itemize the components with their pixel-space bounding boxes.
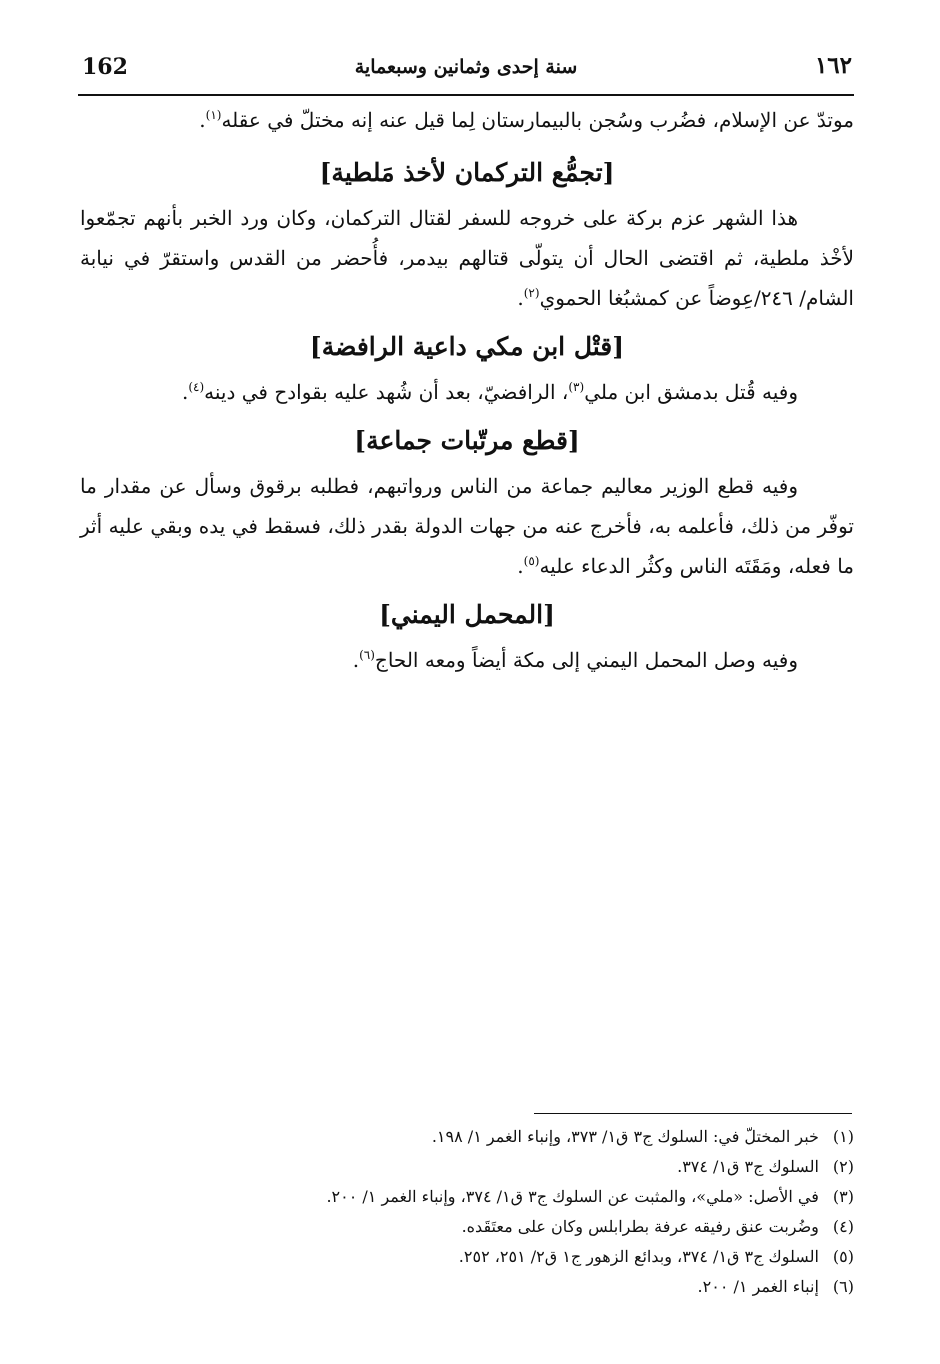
section-heading: [قتْل ابن مكي داعية الرافضة] [309, 332, 625, 361]
footnotes [200, 1122, 854, 1302]
paragraph-text: ، الرافضيّ، بعد أن شُهد عليه بقوادح في دينه [204, 380, 569, 404]
section-heading: [قطع مرتّبات جماعة] [354, 426, 580, 455]
paragraph [80, 466, 854, 586]
footnote-divider [534, 1113, 852, 1114]
running-title: سنة إحدى وثمانين وسبعماية [354, 56, 578, 78]
punctuation: . [352, 648, 360, 672]
footnote-ref: (٢) [523, 286, 540, 300]
page-header [78, 48, 854, 92]
paragraph-text: وفيه قُتل بدمشق ابن ملي [584, 380, 798, 404]
footnote-number: (١) [832, 1127, 854, 1146]
paragraph-text: موتدّ عن الإسلام، فضُرب وسُجن بالبيمارستان لِما قيل عنه إنه مختلّ في عقله [221, 108, 854, 132]
footnote [200, 1212, 854, 1242]
footnote-number: (٥) [832, 1247, 854, 1266]
section-heading: [المحمل اليمني] [379, 600, 555, 629]
punctuation: . [181, 380, 189, 404]
footnote [200, 1122, 854, 1152]
page-number-latin: 162 [82, 54, 128, 80]
paragraph-text: هذا الشهر عزم بركة على خروجه للسفر لقتال التركمان، وكان ورد الخبر بأنهم تجمّعوا لأخْذ ملطية، ثم اقتضى الحال أن يتولّى قتالهم بيدمر، فأُحضر من القدس واستقرّ في نيابة الشام/ ٢٤٦/عِوضاً عن كمشبُغا الحموي [80, 206, 854, 310]
page-number-arabic: ١٦٢ [814, 52, 852, 79]
footnote-text: السلوك ج٣ ق١/ ٣٧٤. [677, 1157, 819, 1176]
footnote-ref: (٣) [568, 380, 585, 394]
paragraph [80, 372, 854, 412]
footnote-ref: (٤) [188, 380, 205, 394]
footnote-text: وضُربت عنق رفيقه عرفة بطرابلس وكان على معتَقَده. [461, 1217, 819, 1236]
footnote-text: خبر المختلّ في: السلوك ج٣ ق١/ ٣٧٣، وإنباء الغمر ١/ ١٩٨. [431, 1127, 819, 1146]
footnote-number: (٤) [832, 1217, 854, 1236]
footnote [200, 1242, 854, 1272]
footnote-number: (٣) [832, 1187, 854, 1206]
punctuation: . [199, 108, 206, 132]
header-divider [78, 94, 854, 96]
footnote-text: السلوك ج٣ ق١/ ٣٧٤، وبدائع الزهور ج١ ق٢/ ٢٥١، ٢٥٢. [458, 1247, 819, 1266]
main-text [80, 100, 854, 680]
section-heading: [تجمُّع التركمان لأخذ مَلطية] [319, 158, 615, 187]
footnote-number: (٦) [832, 1277, 854, 1296]
footnote [200, 1182, 854, 1212]
footnote-ref: (١) [205, 108, 222, 122]
footnote [200, 1272, 854, 1302]
paragraph-text: وفيه وصل المحمل اليمني إلى مكة أيضاً ومعه الحاج [374, 648, 798, 672]
punctuation: . [517, 554, 524, 578]
footnote-number: (٢) [832, 1157, 854, 1176]
punctuation: . [517, 286, 524, 310]
footnote [200, 1152, 854, 1182]
footnote-text: إنباء الغمر ١/ ٢٠٠. [697, 1277, 819, 1296]
footnote-text: في الأصل: «ملي»، والمثبت عن السلوك ج٣ ق١/ ٣٧٤، وإنباء الغمر ١/ ٢٠٠. [326, 1187, 819, 1206]
paragraph-text: وفيه قطع الوزير معاليم جماعة من الناس ورواتبهم، فطلبه برقوق وسأل عن مقدار ما توفّر من ذلك، فأعلمه به، فأخرج عنه من جهات الدولة بقدر ذلك، فسقط في يده وبقي عليه أثر ما فعله، ومَقَتَه الناس وكثُر الدعاء عليه [80, 474, 854, 578]
footnote-ref: (٥) [523, 554, 540, 568]
paragraph [80, 640, 854, 680]
paragraph [80, 198, 854, 318]
paragraph-continuation [80, 100, 854, 140]
footnote-ref: (٦) [359, 648, 375, 662]
